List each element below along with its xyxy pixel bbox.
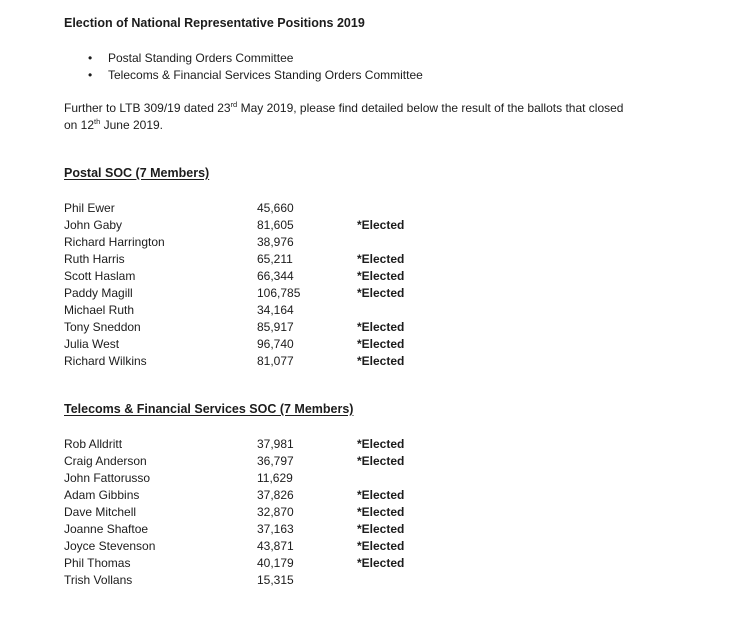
candidate-name: Julia West [64,337,120,351]
candidate-name: Joyce Stevenson [64,539,156,553]
elected-status: *Elected [357,505,405,519]
candidate-name: Paddy Magill [64,286,133,300]
result-row [64,572,696,589]
results-section [64,401,696,589]
committee-list-item [64,50,696,67]
result-row [64,336,696,353]
committee-item-label: Postal Standing Orders Committee [108,51,294,65]
elected-status: *Elected [357,522,405,536]
vote-count: 81,077 [257,354,294,368]
result-row [64,319,696,336]
vote-count: 96,740 [257,337,294,351]
intro-line2-rest: June 2019. [100,118,164,132]
intro-line2-superscript: th [94,117,101,126]
candidate-name: Phil Thomas [64,556,131,570]
result-row [64,268,696,285]
vote-count: 40,179 [257,556,294,570]
candidate-name: John Fattorusso [64,471,151,485]
intro-line1-text: Further to LTB 309/19 dated 23 [64,101,231,115]
elected-status: *Elected [357,320,405,334]
candidate-name: Ruth Harris [64,252,125,266]
elected-status: *Elected [357,556,405,570]
elected-status: *Elected [357,488,405,502]
candidate-name: Trish Vollans [64,573,133,587]
elected-status [357,234,696,251]
committee-list-item [64,67,696,84]
candidate-name: Richard Wilkins [64,354,147,368]
candidate-name: Dave Mitchell [64,505,137,519]
elected-status: *Elected [357,539,405,553]
intro-line2-text: on 12 [64,118,95,132]
result-row [64,538,696,555]
candidate-name: Adam Gibbins [64,488,140,502]
elected-status: *Elected [357,218,405,232]
section-heading: Telecoms & Financial Services SOC (7 Members) [64,402,354,416]
elected-status: *Elected [357,286,405,300]
candidate-name: Tony Sneddon [64,320,141,334]
result-rows [64,436,696,589]
elected-status [357,572,696,589]
result-row [64,285,696,302]
committee-item-label: Telecoms & Financial Services Standing Orders Committee [108,68,423,82]
candidate-name: Richard Harrington [64,235,165,249]
result-rows [64,200,696,370]
elected-status [357,200,696,217]
elected-status: *Elected [357,252,405,266]
result-row [64,555,696,572]
result-row [64,353,696,370]
result-row [64,504,696,521]
result-row [64,436,696,453]
result-row [64,234,696,251]
bullet-icon: • [88,51,93,65]
vote-count: 43,871 [257,539,294,553]
result-row [64,521,696,538]
intro-paragraph [64,100,696,134]
result-row [64,470,696,487]
vote-count: 45,660 [257,201,294,215]
vote-count: 66,344 [257,269,294,283]
elected-status [357,470,696,487]
bullet-icon: • [88,68,93,82]
result-row [64,487,696,504]
result-row [64,302,696,319]
vote-count: 15,315 [257,573,294,587]
result-row [64,200,696,217]
result-row [64,251,696,268]
intro-line1-superscript: rd [230,100,238,109]
intro-line1-rest: May 2019, please find detailed below the result of the ballots that closed [237,101,624,115]
result-row [64,217,696,234]
committee-list [64,50,696,84]
candidate-name: Rob Alldritt [64,437,123,451]
elected-status [357,302,696,319]
vote-count: 37,163 [257,522,294,536]
candidate-name: Scott Haslam [64,269,136,283]
vote-count: 32,870 [257,505,294,519]
candidate-name: Phil Ewer [64,201,115,215]
vote-count: 106,785 [257,286,301,300]
candidate-name: Joanne Shaftoe [64,522,149,536]
vote-count: 85,917 [257,320,294,334]
vote-count: 34,164 [257,303,294,317]
elected-status: *Elected [357,454,405,468]
vote-count: 36,797 [257,454,294,468]
vote-count: 65,211 [257,252,293,266]
elected-status: *Elected [357,337,405,351]
vote-count: 38,976 [257,235,294,249]
section-heading: Postal SOC (7 Members) [64,166,210,180]
candidate-name: Michael Ruth [64,303,135,317]
candidate-name: John Gaby [64,218,123,232]
result-row [64,453,696,470]
candidate-name: Craig Anderson [64,454,147,468]
elected-status: *Elected [357,269,405,283]
document-title: Election of National Representative Positions 2019 [64,16,365,30]
elected-status: *Elected [357,437,405,451]
results-sections [64,165,696,589]
results-section [64,165,696,370]
elected-status: *Elected [357,354,405,368]
vote-count: 81,605 [257,218,294,232]
vote-count: 11,629 [257,471,293,485]
vote-count: 37,981 [257,437,294,451]
vote-count: 37,826 [257,488,294,502]
